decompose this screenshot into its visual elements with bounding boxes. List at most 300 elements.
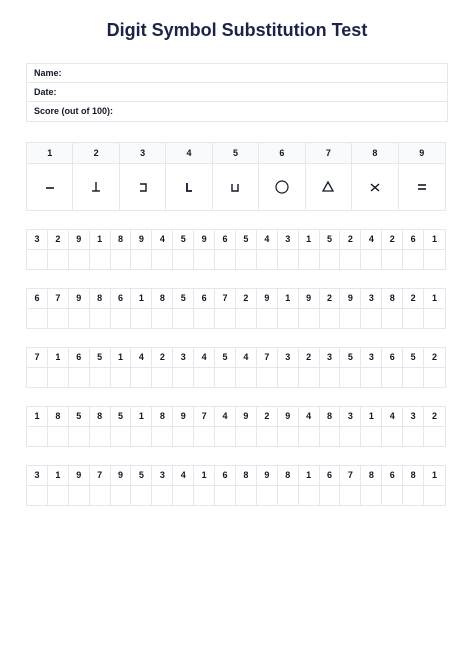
trial-cell (90, 289, 111, 328)
date-field[interactable]: Date: (27, 83, 447, 102)
trial-cell (131, 466, 152, 505)
trial-cell (340, 348, 361, 387)
answer-box[interactable] (173, 250, 193, 269)
trial-cell (236, 466, 257, 505)
trial-digit: 8 (278, 466, 298, 486)
trial-digit: 1 (194, 466, 214, 486)
trial-cell (90, 348, 111, 387)
trial-digit: 4 (215, 407, 235, 427)
trial-cell (69, 407, 90, 446)
trial-digit: 8 (403, 466, 423, 486)
trial-cell (424, 289, 445, 328)
answer-box[interactable] (340, 309, 360, 328)
trial-digit: 3 (361, 289, 381, 309)
answer-box[interactable] (424, 427, 445, 446)
trial-digit: 1 (111, 348, 131, 368)
answer-box[interactable] (69, 250, 89, 269)
equals-icon (399, 164, 445, 210)
trial-digit: 4 (194, 348, 214, 368)
trial-cell (403, 348, 424, 387)
trial-cell (424, 466, 445, 505)
trial-digit: 5 (173, 289, 193, 309)
trial-cell (257, 348, 278, 387)
trial-cell (90, 230, 111, 269)
answer-box[interactable] (320, 309, 340, 328)
trial-cell (424, 230, 445, 269)
trial-digit: 9 (299, 289, 319, 309)
answer-box[interactable] (320, 486, 340, 505)
trial-cell (131, 289, 152, 328)
answer-box[interactable] (48, 427, 68, 446)
answer-box[interactable] (215, 250, 235, 269)
trial-digit: 3 (152, 466, 172, 486)
trial-digit: 4 (131, 348, 151, 368)
answer-box[interactable] (382, 309, 402, 328)
answer-box[interactable] (173, 368, 193, 387)
trial-cell (152, 348, 173, 387)
answer-box[interactable] (48, 309, 68, 328)
answer-box[interactable] (236, 486, 256, 505)
answer-box[interactable] (48, 250, 68, 269)
trial-cell (361, 348, 382, 387)
trial-cell (69, 289, 90, 328)
answer-box[interactable] (403, 427, 423, 446)
trial-cell (299, 348, 320, 387)
answer-box[interactable] (340, 427, 360, 446)
trial-cell (152, 466, 173, 505)
trial-cell (320, 466, 341, 505)
answer-box[interactable] (27, 368, 47, 387)
trial-digit: 8 (236, 466, 256, 486)
trial-cell (403, 466, 424, 505)
answer-box[interactable] (361, 309, 381, 328)
answer-box[interactable] (340, 368, 360, 387)
trial-digit: 6 (403, 230, 423, 250)
trial-digit: 1 (131, 289, 151, 309)
circle-icon (259, 164, 304, 210)
answer-box[interactable] (152, 486, 172, 505)
trial-digit: 5 (173, 230, 193, 250)
trial-cell (152, 230, 173, 269)
trial-digit: 8 (361, 466, 381, 486)
trial-digit: 4 (152, 230, 172, 250)
trial-cell (340, 230, 361, 269)
answer-box[interactable] (48, 486, 68, 505)
trial-cell (278, 466, 299, 505)
trial-cell (111, 466, 132, 505)
answer-box[interactable] (403, 368, 423, 387)
score-field[interactable]: Score (out of 100): (34, 106, 114, 116)
trial-digit: 5 (90, 348, 110, 368)
trial-digit: 4 (382, 407, 402, 427)
trial-digit: 4 (299, 407, 319, 427)
trial-digit: 1 (424, 230, 445, 250)
trial-digit: 1 (48, 466, 68, 486)
page-title: Digit Symbol Substitution Test (106, 20, 368, 40)
key-digit: 3 (120, 143, 165, 164)
trial-cell (320, 407, 341, 446)
answer-box[interactable] (403, 250, 423, 269)
answer-box[interactable] (382, 368, 402, 387)
trial-digit: 7 (194, 407, 214, 427)
triangle-icon (306, 164, 351, 210)
trial-digit: 2 (152, 348, 172, 368)
trial-digit: 4 (257, 230, 277, 250)
answer-box[interactable] (278, 486, 298, 505)
trial-cell (320, 289, 341, 328)
trial-cell (299, 230, 320, 269)
trial-digit: 2 (424, 407, 445, 427)
answer-box[interactable] (236, 309, 256, 328)
trial-cell (48, 466, 69, 505)
answer-box[interactable] (131, 309, 151, 328)
trial-cell (48, 230, 69, 269)
trial-cell (194, 230, 215, 269)
trial-digit: 7 (340, 466, 360, 486)
trial-digit: 1 (361, 407, 381, 427)
trial-cell (299, 407, 320, 446)
trial-digit: 4 (173, 466, 193, 486)
key-digit: 1 (27, 143, 72, 164)
answer-box[interactable] (111, 368, 131, 387)
trial-digit: 8 (90, 407, 110, 427)
trial-digit: 6 (215, 466, 235, 486)
name-field[interactable]: Name: (27, 64, 447, 83)
answer-box[interactable] (194, 368, 214, 387)
trial-digit: 5 (131, 466, 151, 486)
trial-digit: 9 (69, 230, 89, 250)
trial-cell (111, 289, 132, 328)
trial-cell (27, 407, 48, 446)
answer-box[interactable] (215, 486, 235, 505)
answer-box[interactable] (152, 368, 172, 387)
key-cell-6 (259, 143, 305, 210)
trial-cell (320, 230, 341, 269)
trial-digit: 7 (27, 348, 47, 368)
trial-cell (69, 230, 90, 269)
trial-cell (215, 466, 236, 505)
trial-digit: 7 (215, 289, 235, 309)
answer-box[interactable] (340, 250, 360, 269)
trial-digit: 9 (340, 289, 360, 309)
answer-box[interactable] (131, 427, 151, 446)
trial-digit: 8 (152, 407, 172, 427)
trial-cell (382, 230, 403, 269)
trial-digit: 6 (69, 348, 89, 368)
answer-box[interactable] (361, 368, 381, 387)
answer-box[interactable] (215, 427, 235, 446)
answer-box[interactable] (361, 427, 381, 446)
corner-l-icon (166, 164, 211, 210)
answer-box[interactable] (403, 309, 423, 328)
trial-digit: 5 (111, 407, 131, 427)
trial-cell (27, 289, 48, 328)
trial-cell (361, 466, 382, 505)
trial-digit: 3 (173, 348, 193, 368)
trial-cell (340, 407, 361, 446)
answer-box[interactable] (278, 427, 298, 446)
answer-box[interactable] (236, 427, 256, 446)
trial-cell (215, 289, 236, 328)
trial-cell (257, 230, 278, 269)
symbol-key (26, 142, 446, 211)
answer-box[interactable] (111, 427, 131, 446)
trial-cell (236, 230, 257, 269)
trial-cell (111, 230, 132, 269)
trial-digit: 6 (382, 466, 402, 486)
answer-box[interactable] (131, 486, 151, 505)
answer-box[interactable] (90, 427, 110, 446)
key-digit: 7 (306, 143, 351, 164)
trial-digit: 6 (320, 466, 340, 486)
answer-box[interactable] (278, 368, 298, 387)
trial-digit: 3 (361, 348, 381, 368)
answer-box[interactable] (424, 309, 445, 328)
answer-box[interactable] (257, 309, 277, 328)
trial-cell (131, 348, 152, 387)
trial-row-2 (26, 288, 446, 329)
trial-digit: 2 (340, 230, 360, 250)
trial-digit: 9 (111, 466, 131, 486)
trial-digit: 5 (215, 348, 235, 368)
cross-icon (352, 164, 397, 210)
trial-digit: 8 (320, 407, 340, 427)
trial-digit: 5 (403, 348, 423, 368)
answer-box[interactable] (131, 368, 151, 387)
answer-box[interactable] (111, 486, 131, 505)
trial-digit: 1 (27, 407, 47, 427)
trial-digit: 9 (173, 407, 193, 427)
trial-digit: 1 (48, 348, 68, 368)
trial-cell (194, 466, 215, 505)
trial-digit: 3 (27, 230, 47, 250)
answer-box[interactable] (340, 486, 360, 505)
key-cell-1 (27, 143, 73, 210)
trial-digit: 9 (236, 407, 256, 427)
answer-box[interactable] (382, 427, 402, 446)
trial-cell (69, 348, 90, 387)
key-cell-7 (306, 143, 352, 210)
trial-cell (173, 230, 194, 269)
answer-box[interactable] (257, 368, 277, 387)
trial-cell (278, 230, 299, 269)
trial-cell (173, 466, 194, 505)
trial-row-1 (26, 229, 446, 270)
answer-box[interactable] (90, 368, 110, 387)
answer-box[interactable] (111, 309, 131, 328)
trial-digit: 8 (111, 230, 131, 250)
trial-digit: 2 (48, 230, 68, 250)
answer-box[interactable] (320, 427, 340, 446)
trial-row-5 (26, 465, 446, 506)
trial-cell (215, 230, 236, 269)
trial-digit: 3 (340, 407, 360, 427)
trial-digit: 2 (299, 348, 319, 368)
answer-box[interactable] (278, 309, 298, 328)
answer-box[interactable] (27, 309, 47, 328)
trial-cell (361, 407, 382, 446)
answer-box[interactable] (236, 368, 256, 387)
trial-cell (382, 289, 403, 328)
trial-cell (236, 407, 257, 446)
answer-box[interactable] (69, 309, 89, 328)
trial-digit: 6 (215, 230, 235, 250)
trial-digit: 4 (236, 348, 256, 368)
answer-box[interactable] (320, 250, 340, 269)
trial-cell (152, 289, 173, 328)
answer-box[interactable] (361, 486, 381, 505)
answer-box[interactable] (257, 427, 277, 446)
trial-cell (340, 466, 361, 505)
answer-box[interactable] (69, 427, 89, 446)
answer-box[interactable] (382, 486, 402, 505)
trial-cell (299, 289, 320, 328)
trial-cell (194, 289, 215, 328)
answer-box[interactable] (90, 486, 110, 505)
trial-cell (257, 407, 278, 446)
answer-box[interactable] (131, 250, 151, 269)
trial-digit: 9 (131, 230, 151, 250)
key-cell-5 (213, 143, 259, 210)
key-cell-3 (120, 143, 166, 210)
answer-box[interactable] (90, 250, 110, 269)
trial-digit: 6 (382, 348, 402, 368)
trial-cell (215, 407, 236, 446)
trial-cell (424, 407, 445, 446)
answer-box[interactable] (173, 309, 193, 328)
answer-box[interactable] (424, 486, 445, 505)
answer-box[interactable] (152, 250, 172, 269)
trial-cell (361, 230, 382, 269)
answer-box[interactable] (361, 250, 381, 269)
trial-digit: 1 (90, 230, 110, 250)
trial-digit: 3 (278, 348, 298, 368)
answer-box[interactable] (152, 309, 172, 328)
answer-box[interactable] (278, 250, 298, 269)
answer-box[interactable] (320, 368, 340, 387)
trial-cell (173, 289, 194, 328)
answer-box[interactable] (27, 427, 47, 446)
trial-digit: 2 (424, 348, 445, 368)
trial-cell (48, 407, 69, 446)
answer-box[interactable] (299, 309, 319, 328)
trial-cell (69, 466, 90, 505)
trial-cell (299, 466, 320, 505)
trial-digit: 9 (257, 466, 277, 486)
key-cell-8 (352, 143, 398, 210)
trial-cell (111, 407, 132, 446)
trial-cell (257, 289, 278, 328)
trial-digit: 3 (403, 407, 423, 427)
answer-box[interactable] (194, 427, 214, 446)
trial-digit: 6 (27, 289, 47, 309)
answer-box[interactable] (152, 427, 172, 446)
trial-digit: 1 (424, 289, 445, 309)
answer-box[interactable] (424, 368, 445, 387)
trial-cell (173, 348, 194, 387)
trial-row-4 (26, 406, 446, 447)
answer-box[interactable] (299, 368, 319, 387)
trial-digit: 2 (382, 230, 402, 250)
key-digit: 8 (352, 143, 397, 164)
trial-digit: 9 (278, 407, 298, 427)
answer-box[interactable] (173, 427, 193, 446)
trial-cell (90, 466, 111, 505)
trial-cell (382, 407, 403, 446)
trial-cell (236, 348, 257, 387)
trial-cell (173, 407, 194, 446)
trial-digit: 7 (48, 289, 68, 309)
answer-box[interactable] (48, 368, 68, 387)
trial-cell (236, 289, 257, 328)
answer-box[interactable] (194, 309, 214, 328)
answer-box[interactable] (27, 250, 47, 269)
answer-box[interactable] (173, 486, 193, 505)
cup-icon (213, 164, 258, 210)
answer-box[interactable] (215, 309, 235, 328)
trial-cell (194, 407, 215, 446)
trial-digit: 8 (48, 407, 68, 427)
answer-box[interactable] (27, 486, 47, 505)
answer-box[interactable] (90, 309, 110, 328)
trial-cell (320, 348, 341, 387)
key-cell-4 (166, 143, 212, 210)
answer-box[interactable] (299, 250, 319, 269)
answer-box[interactable] (194, 250, 214, 269)
trial-cell (152, 407, 173, 446)
trial-digit: 3 (278, 230, 298, 250)
trial-cell (131, 230, 152, 269)
up-tack-icon (73, 164, 118, 210)
trial-cell (278, 348, 299, 387)
trial-digit: 5 (340, 348, 360, 368)
answer-box[interactable] (382, 250, 402, 269)
answer-box[interactable] (111, 250, 131, 269)
answer-box[interactable] (194, 486, 214, 505)
answer-box[interactable] (215, 368, 235, 387)
answer-box[interactable] (299, 486, 319, 505)
answer-box[interactable] (236, 250, 256, 269)
answer-box[interactable] (257, 250, 277, 269)
trial-digit: 3 (27, 466, 47, 486)
trial-digit: 9 (69, 289, 89, 309)
trial-cell (27, 466, 48, 505)
answer-box[interactable] (299, 427, 319, 446)
answer-box[interactable] (403, 486, 423, 505)
trial-cell (382, 466, 403, 505)
key-digit: 9 (399, 143, 445, 164)
answer-box[interactable] (69, 368, 89, 387)
trial-cell (340, 289, 361, 328)
trial-cell (403, 289, 424, 328)
trial-cell (27, 348, 48, 387)
trial-digit: 9 (257, 289, 277, 309)
trial-digit: 4 (361, 230, 381, 250)
trial-digit: 2 (257, 407, 277, 427)
trial-digit: 8 (90, 289, 110, 309)
trial-cell (403, 230, 424, 269)
answer-box[interactable] (69, 486, 89, 505)
trial-cell (131, 407, 152, 446)
answer-box[interactable] (257, 486, 277, 505)
trial-cell (403, 407, 424, 446)
trial-cell (278, 289, 299, 328)
key-digit: 5 (213, 143, 258, 164)
trial-digit: 9 (194, 230, 214, 250)
answer-box[interactable] (424, 250, 445, 269)
key-digit: 4 (166, 143, 211, 164)
trial-digit: 1 (299, 230, 319, 250)
